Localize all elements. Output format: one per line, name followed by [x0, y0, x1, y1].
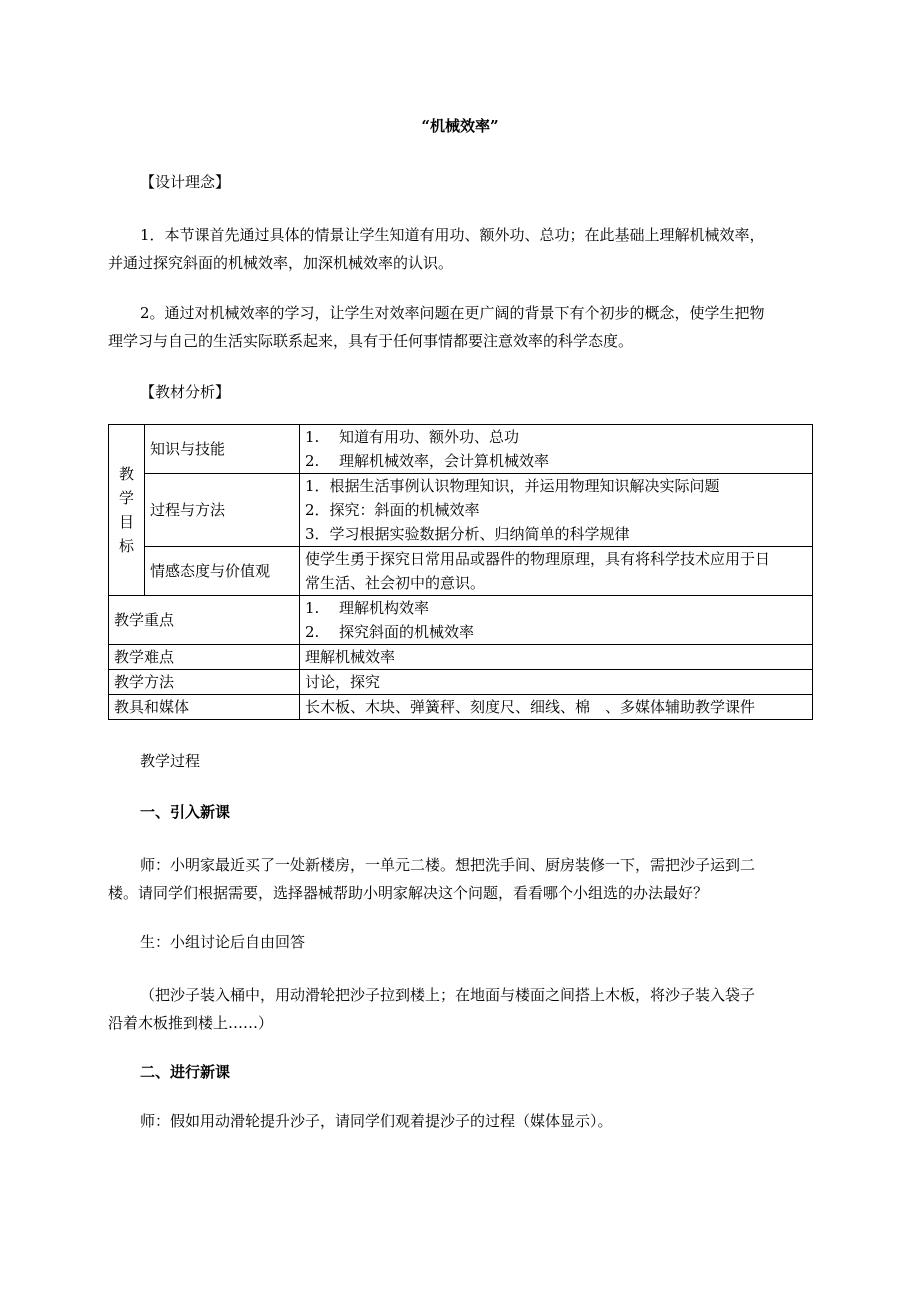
method-label: 教学方法 [109, 670, 300, 695]
item-number: 1. [305, 428, 320, 446]
item-text: 理解机构效率 [339, 599, 430, 617]
item-number: 1. [305, 599, 320, 617]
teaching-goals-cell [109, 425, 145, 596]
media-label: 教具和媒体 [109, 695, 300, 720]
item-text: 探究斜面的机械效率 [339, 623, 475, 641]
analysis-heading: 【教材分析】 [140, 383, 231, 401]
student-answer: 生：小组讨论后自由回答 [140, 933, 306, 951]
item-text: 使学生勇于探究日常用品或器件的物理原理，具有将科学技术应用于日 [305, 550, 771, 568]
design-paragraph-1 [108, 221, 813, 277]
table-row [109, 645, 813, 670]
item-text: 3．学习根据实验数据分析、归纳简单的科学规律 [305, 525, 630, 543]
table-row [109, 695, 813, 720]
goal-char: 标 [118, 537, 134, 555]
item-number: 2. [305, 452, 320, 470]
method-value: 讨论，探究 [300, 670, 813, 695]
design-heading: 【设计理念】 [140, 173, 231, 191]
answer-line: 沿着木板推到楼上……） [108, 1014, 274, 1032]
table-row [109, 474, 813, 547]
goal-char: 教 [118, 465, 134, 483]
answer-paragraph [108, 981, 813, 1037]
design-p1-line1: 1．本节课首先通过具体的情景让学生知道有用功、额外功、总功；在此基础上理解机械效率， [140, 226, 765, 244]
process-heading: 教学过程 [140, 752, 201, 770]
knowledge-content [300, 425, 813, 474]
section-1-heading: 一、引入新课 [140, 803, 231, 821]
knowledge-label: 知识与技能 [145, 425, 300, 474]
table-row [109, 670, 813, 695]
teacher-paragraph-2: 师：假如用动滑轮提升沙子，请同学们观着提沙子的过程（媒体显示）。 [140, 1112, 613, 1130]
table-row [109, 425, 813, 474]
teacher-line: 楼。请同学们根据需要，选择器械帮助小明家解决这个问题，看看哪个小组选的办法最好？ [108, 884, 709, 902]
media-value: 长木板、木块、弹簧秤、刻度尺、细线、棉 、多媒体辅助教学课件 [300, 695, 813, 720]
item-number: 2. [305, 623, 320, 641]
difficulty-label: 教学难点 [109, 645, 300, 670]
design-p2-line1: 2。通过对机械效率的学习，让学生对效率问题在更广阔的背景下有个初步的概念，使学生把物 [140, 304, 765, 322]
difficulty-value: 理解机械效率 [300, 645, 813, 670]
table-row [109, 547, 813, 596]
item-text: 知道有用功、额外功、总功 [339, 428, 520, 446]
design-paragraph-2 [108, 299, 813, 355]
design-p2-line2: 理学习与自己的生活实际联系起来，具有于任何事情都要注意效率的科学态度。 [108, 332, 634, 350]
teaching-plan-table [108, 424, 813, 720]
item-text: 2．探究：斜面的机械效率 [305, 501, 480, 519]
process-label: 过程与方法 [145, 474, 300, 547]
table-row [109, 596, 813, 645]
teacher-paragraph-1 [108, 851, 813, 907]
process-content [300, 474, 813, 547]
teacher-line: 师：小明家最近买了一处新楼房，一单元二楼。想把洗手间、厨房装修一下，需把沙子运到二 [140, 856, 756, 874]
key-points-content [300, 596, 813, 645]
design-p1-line2: 并通过探究斜面的机械效率，加深机械效率的认识。 [108, 254, 454, 272]
key-points-label: 教学重点 [109, 596, 300, 645]
emotion-label: 情感态度与价值观 [145, 547, 300, 596]
goal-char: 学 [118, 489, 134, 507]
item-text: 1．根据生活事例认识物理知识，并运用物理知识解决实际问题 [305, 477, 720, 495]
section-2-heading: 二、进行新课 [140, 1063, 231, 1081]
goal-char: 目 [118, 513, 134, 531]
item-text: 理解机械效率，会计算机械效率 [339, 452, 550, 470]
emotion-content [300, 547, 813, 596]
page-title: “机械效率” [421, 117, 499, 135]
item-text: 常生活、社会初中的意识。 [305, 574, 486, 592]
answer-line: （把沙子装入桶中，用动滑轮把沙子拉到楼上；在地面与楼面之间搭上木板，将沙子装入袋子 [140, 986, 756, 1004]
